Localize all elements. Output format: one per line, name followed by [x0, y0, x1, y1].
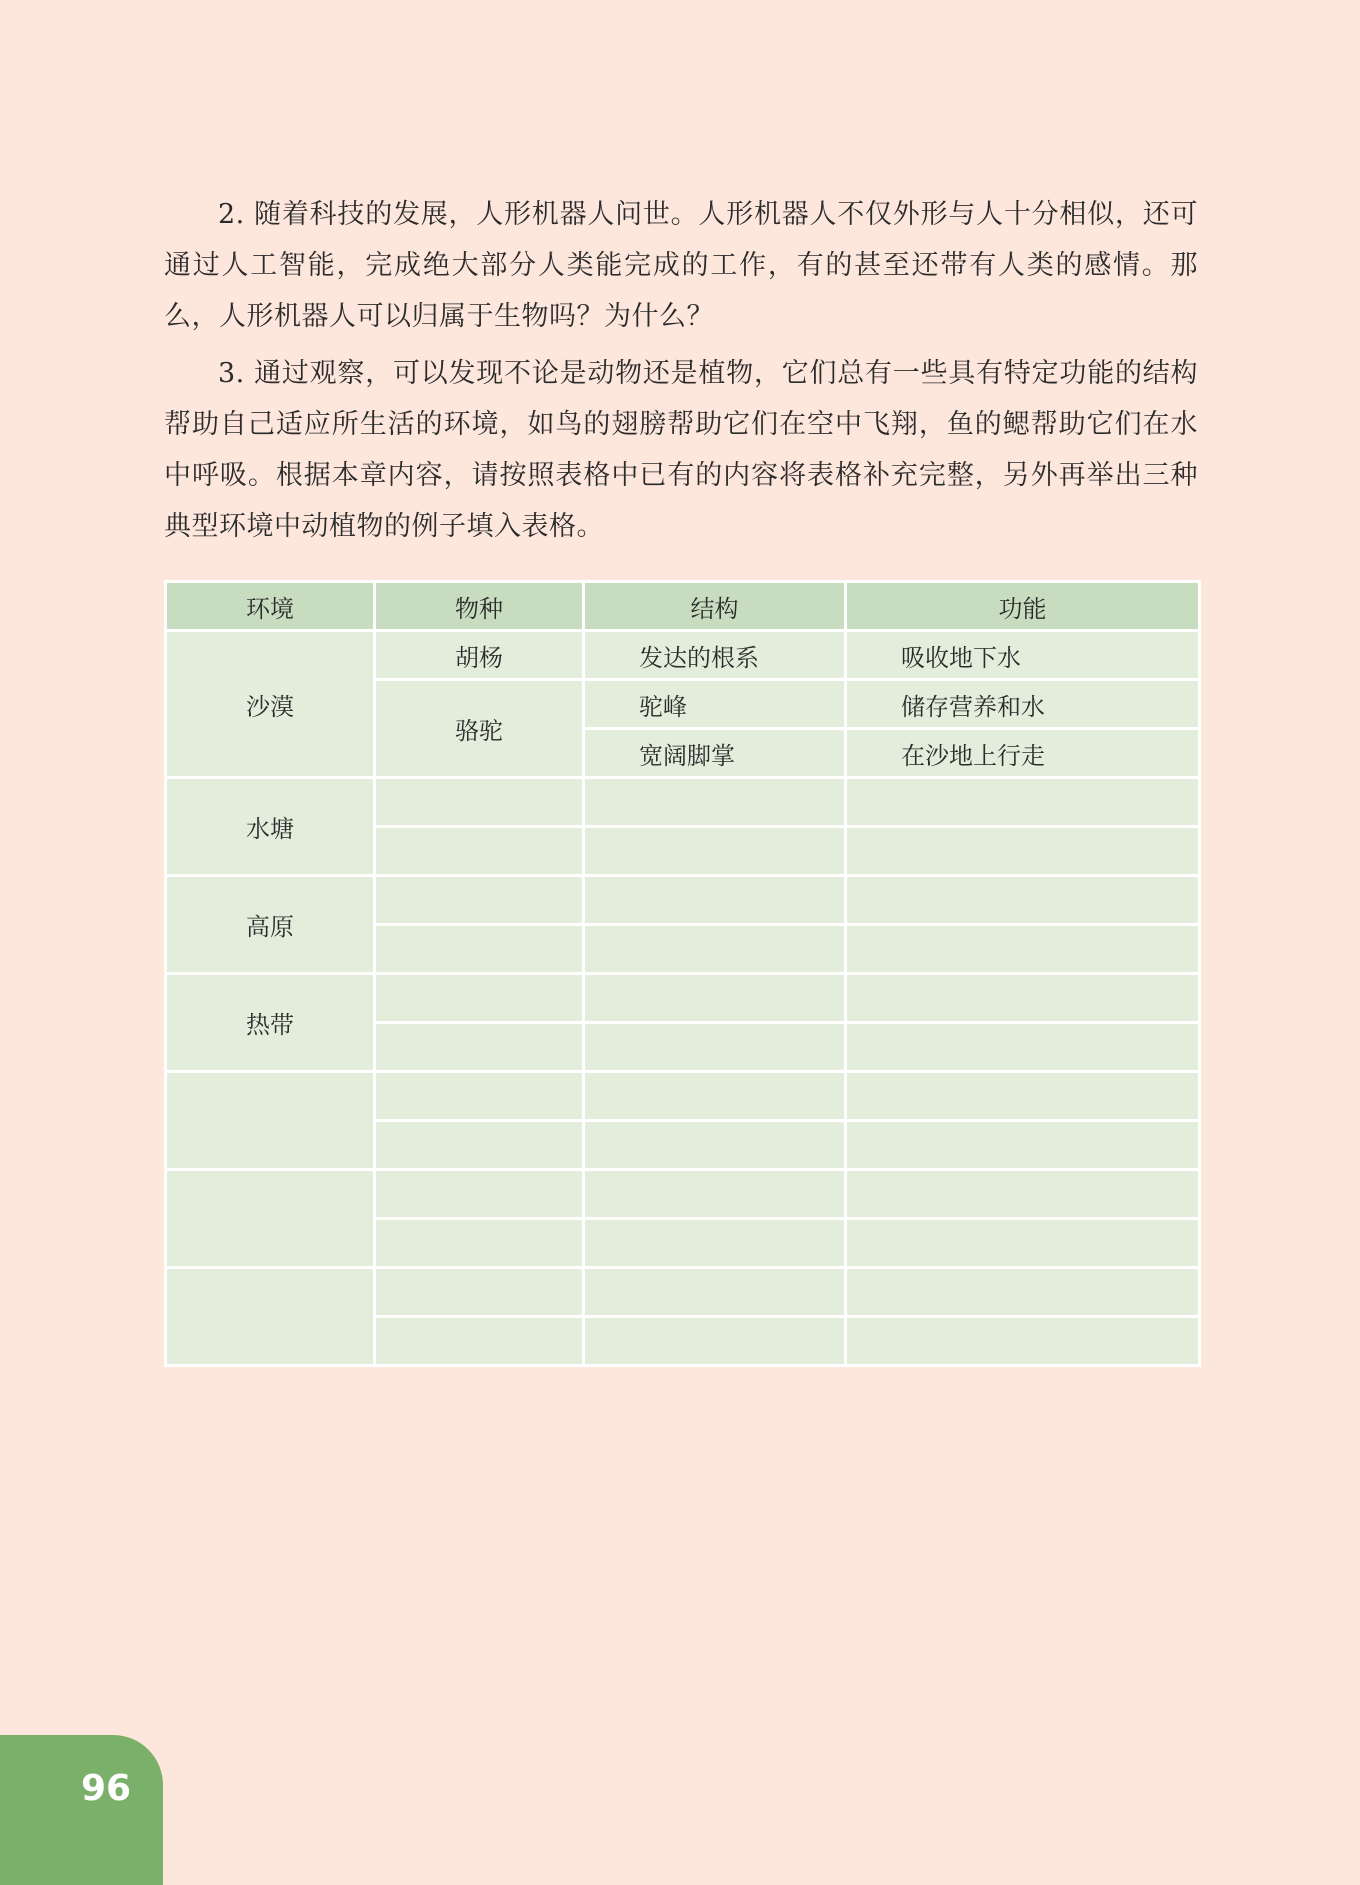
blank-cell[interactable] — [375, 925, 584, 974]
table-header-row — [166, 582, 1200, 631]
blank-cell[interactable] — [375, 1121, 584, 1170]
adaptation-table — [164, 580, 1201, 1367]
blank-cell[interactable] — [846, 1170, 1200, 1219]
species-cell: 胡杨 — [375, 631, 584, 680]
blank-cell[interactable] — [846, 974, 1200, 1023]
blank-cell[interactable] — [375, 827, 584, 876]
page-number-tab — [0, 1735, 163, 1885]
blank-cell[interactable] — [584, 876, 846, 925]
blank-cell[interactable] — [375, 876, 584, 925]
blank-cell[interactable] — [846, 1023, 1200, 1072]
blank-cell[interactable] — [584, 827, 846, 876]
blank-cell[interactable] — [584, 925, 846, 974]
header-species: 物种 — [375, 582, 584, 631]
blank-cell[interactable] — [375, 1170, 584, 1219]
environment-cell: 水塘 — [166, 778, 375, 876]
body-text — [164, 189, 1198, 558]
blank-cell[interactable] — [846, 876, 1200, 925]
environment-cell[interactable] — [166, 1268, 375, 1366]
blank-cell[interactable] — [375, 1317, 584, 1366]
page-number: 96 — [80, 1768, 132, 1809]
environment-cell: 高原 — [166, 876, 375, 974]
table-row — [166, 1170, 1200, 1219]
structure-cell: 驼峰 — [584, 680, 846, 729]
structure-cell: 发达的根系 — [584, 631, 846, 680]
species-cell: 骆驼 — [375, 680, 584, 778]
blank-cell[interactable] — [584, 778, 846, 827]
blank-cell[interactable] — [375, 1268, 584, 1317]
blank-cell[interactable] — [846, 1317, 1200, 1366]
blank-cell[interactable] — [584, 1317, 846, 1366]
function-cell: 吸收地下水 — [846, 631, 1200, 680]
table-row — [166, 1268, 1200, 1317]
blank-cell[interactable] — [846, 1219, 1200, 1268]
blank-cell[interactable] — [375, 974, 584, 1023]
blank-cell[interactable] — [584, 1121, 846, 1170]
blank-cell[interactable] — [584, 1072, 846, 1121]
blank-cell[interactable] — [375, 1072, 584, 1121]
blank-cell[interactable] — [846, 1072, 1200, 1121]
blank-cell[interactable] — [846, 1268, 1200, 1317]
blank-cell[interactable] — [375, 778, 584, 827]
blank-cell[interactable] — [584, 1170, 846, 1219]
table-row — [166, 1072, 1200, 1121]
table-row — [166, 876, 1200, 925]
structure-cell: 宽阔脚掌 — [584, 729, 846, 778]
question-3-paragraph: 3. 通过观察，可以发现不论是动物还是植物，它们总有一些具有特定功能的结构帮助自己适应所生活的环境，如鸟的翅膀帮助它们在空中飞翔，鱼的鳃帮助它们在水中呼吸。根据本章内容，请按照表格中已有的内容将表格补充完整，另外再举出三种典型环境中动植物的例子填入表格。 — [164, 358, 1198, 542]
header-function: 功能 — [846, 582, 1200, 631]
environment-cell: 热带 — [166, 974, 375, 1072]
function-cell: 储存营养和水 — [846, 680, 1200, 729]
function-cell: 在沙地上行走 — [846, 729, 1200, 778]
blank-cell[interactable] — [375, 1023, 584, 1072]
blank-cell[interactable] — [846, 778, 1200, 827]
blank-cell[interactable] — [584, 1219, 846, 1268]
question-2-paragraph: 2. 随着科技的发展，人形机器人问世。人形机器人不仅外形与人十分相似，还可通过人工智能，完成绝大部分人类能完成的工作，有的甚至还带有人类的感情。那么，人形机器人可以归属于生物吗？为什么？ — [164, 199, 1198, 332]
environment-cell: 沙漠 — [166, 631, 375, 778]
table-row — [166, 778, 1200, 827]
blank-cell[interactable] — [584, 1268, 846, 1317]
blank-cell[interactable] — [846, 925, 1200, 974]
header-structure: 结构 — [584, 582, 846, 631]
blank-cell[interactable] — [846, 1121, 1200, 1170]
table-row — [166, 974, 1200, 1023]
table-row — [166, 631, 1200, 680]
blank-cell[interactable] — [846, 827, 1200, 876]
blank-cell[interactable] — [584, 974, 846, 1023]
blank-cell[interactable] — [375, 1219, 584, 1268]
header-environment: 环境 — [166, 582, 375, 631]
environment-cell[interactable] — [166, 1170, 375, 1268]
environment-cell[interactable] — [166, 1072, 375, 1170]
blank-cell[interactable] — [584, 1023, 846, 1072]
